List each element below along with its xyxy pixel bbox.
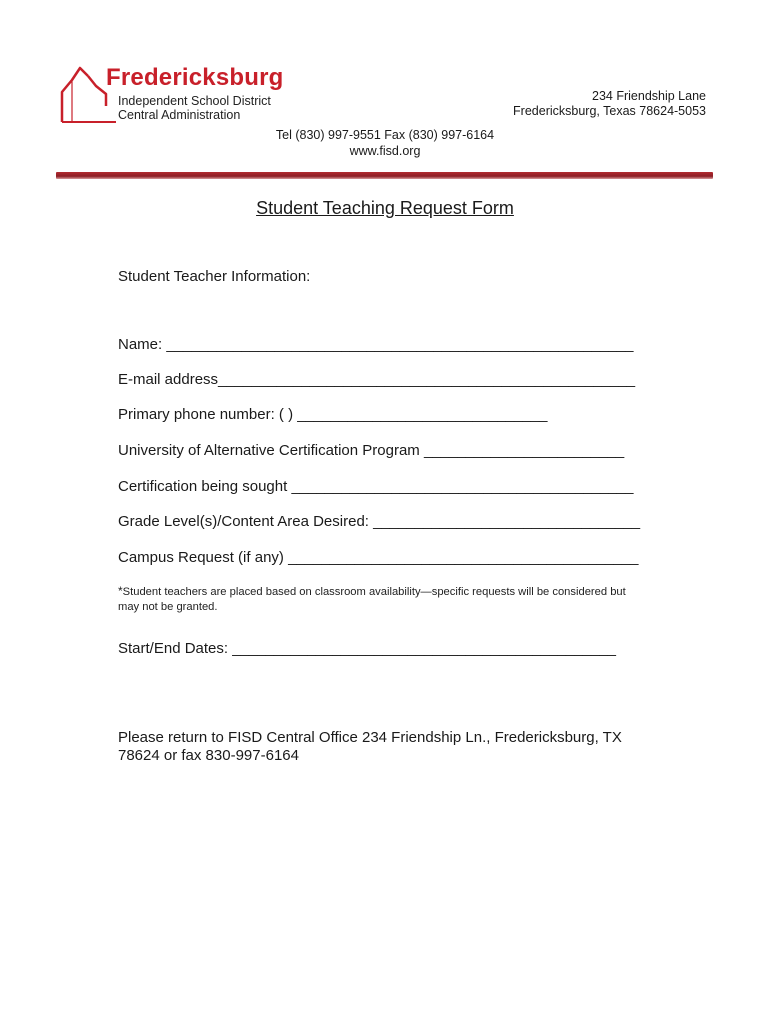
placement-footnote	[118, 584, 648, 615]
header-divider	[56, 172, 713, 179]
address-city: Fredericksburg, Texas 78624-5053	[513, 104, 706, 118]
website-link[interactable]: www.fisd.org	[349, 144, 421, 158]
contact-phone-fax: Tel (830) 997-9551 Fax (830) 997-6164	[275, 128, 495, 142]
campus-request-field[interactable]: Campus Request (if any) __________________________________________	[118, 549, 639, 566]
district-subtitle: Independent School District	[118, 94, 271, 108]
district-department: Central Administration	[118, 108, 241, 122]
grade-level-field[interactable]: Grade Level(s)/Content Area Desired: ________________________________	[118, 513, 641, 530]
university-field[interactable]: University of Alternative Certification Program ________________________	[118, 442, 625, 459]
name-field[interactable]: Name: ________________________________________________________	[118, 336, 634, 353]
certification-field[interactable]: Certification being sought _________________________________________	[118, 478, 634, 495]
start-end-dates-field[interactable]: Start/End Dates: ______________________________________________	[118, 640, 616, 657]
section-heading: Student Teacher Information:	[118, 268, 311, 285]
form-title: Student Teaching Request Form	[256, 198, 514, 218]
footnote-text: Student teachers are placed based on classroom availability—specific requests will be considered but may not be granted.	[118, 586, 626, 613]
return-instructions: Please return to FISD Central Office 234 Friendship Ln., Fredericksburg, TX 78624 or fax 830-997-6164	[118, 729, 622, 764]
district-name: Fredericksburg	[106, 64, 284, 91]
phone-field[interactable]: Primary phone number: ( ) ______________________________	[118, 406, 548, 423]
footnote-marker: *	[118, 584, 123, 598]
address-street: 234 Friendship Lane	[592, 89, 706, 103]
email-field[interactable]: E-mail address__________________________________________________	[118, 371, 636, 388]
